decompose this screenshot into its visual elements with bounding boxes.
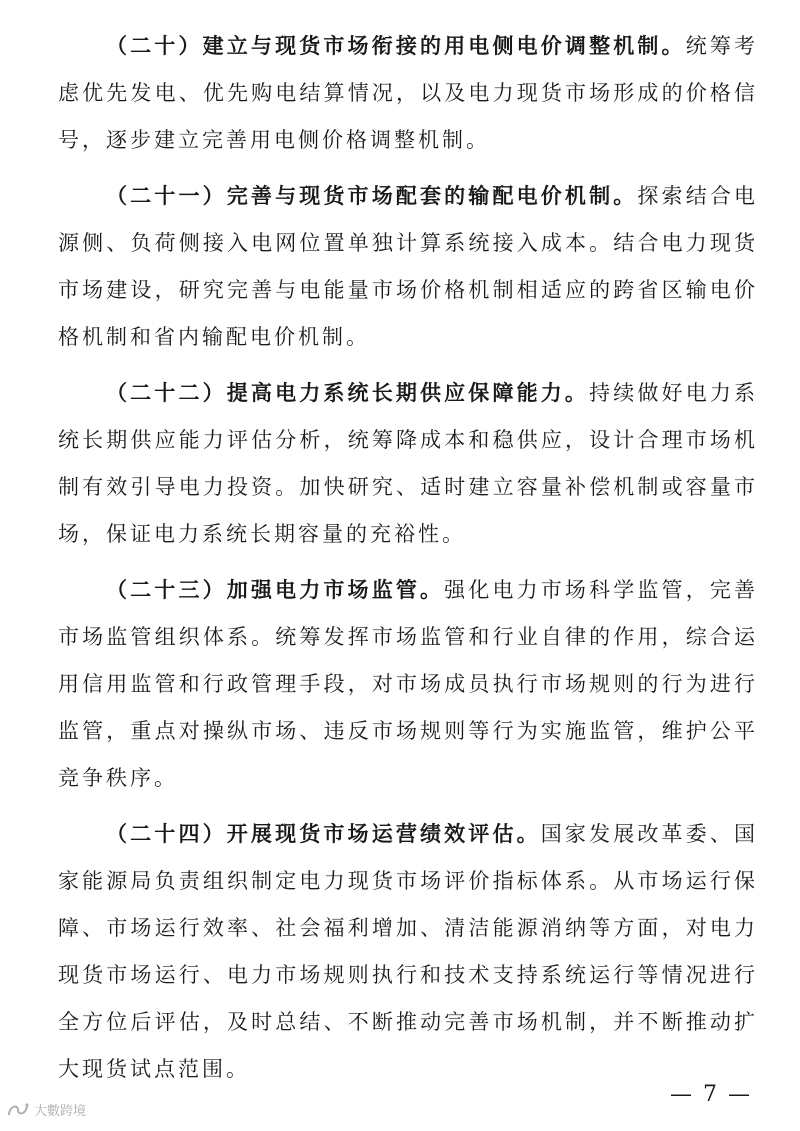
paragraph-heading: （二十二）提高电力系统长期供应保障能力。 xyxy=(106,380,590,405)
paragraph-24 xyxy=(58,810,758,1093)
document-page xyxy=(58,22,758,1101)
paragraph-body: 持续做好电力系统长期供应能力评估分析，统筹降成本和稳供应，设计合理市场机制有效引导电力投资。加快研究、适时建立容量补偿机制或容量市场，保证电力系统长期容量的充裕性。 xyxy=(58,381,759,546)
paragraph-body: 国家发展改革委、国家能源局负责组织制定电力现货市场评价指标体系。从市场运行保障、市场运行效率、社会福利增加、清洁能源消纳等方面，对电力现货市场运行、电力市场规则执行和技术支持系统运行等情况进行全方位后评估，及时总结、不断推动完善市场机制，并不断推动扩大现货试点范围。 xyxy=(58,822,759,1081)
paragraph-20 xyxy=(58,22,758,164)
paragraph-heading: （二十一）完善与现货市场配套的输配电价机制。 xyxy=(106,183,638,208)
paragraph-22 xyxy=(58,369,758,558)
paragraph-body: 强化电力市场科学监管，完善市场监管组织体系。统筹发挥市场监管和行业自律的作用，综合运用信用监管和行政管理手段，对市场成员执行市场规则的行为进行监管，重点对操纵市场、违反市场规则等行为实施监管，维护公平竞争秩序。 xyxy=(58,578,759,790)
paragraph-heading: （二十四）开展现货市场运营绩效评估。 xyxy=(106,821,541,846)
watermark-text: 大數跨境 xyxy=(34,1104,87,1119)
page-number: — 7 — xyxy=(670,1082,752,1107)
watermark xyxy=(6,1100,86,1119)
watermark-logo-icon xyxy=(6,1102,30,1118)
paragraph-21 xyxy=(58,172,758,361)
paragraph-heading: （二十三）加强电力市场监管。 xyxy=(106,577,445,602)
paragraph-body: 统筹考虑优先发电、优先购电结算情况，以及电力现货市场形成的价格信号，逐步建立完善用电侧价格调整机制。 xyxy=(58,34,759,152)
paragraph-body: 探索结合电源侧、负荷侧接入电网位置单独计算系统接入成本。结合电力现货市场建设，研究完善与电能量市场价格机制相适应的跨省区输电价格机制和省内输配电价机制。 xyxy=(58,184,759,349)
paragraph-heading: （二十）建立与现货市场衔接的用电侧电价调整机制。 xyxy=(106,33,686,58)
paragraph-23 xyxy=(58,566,758,802)
